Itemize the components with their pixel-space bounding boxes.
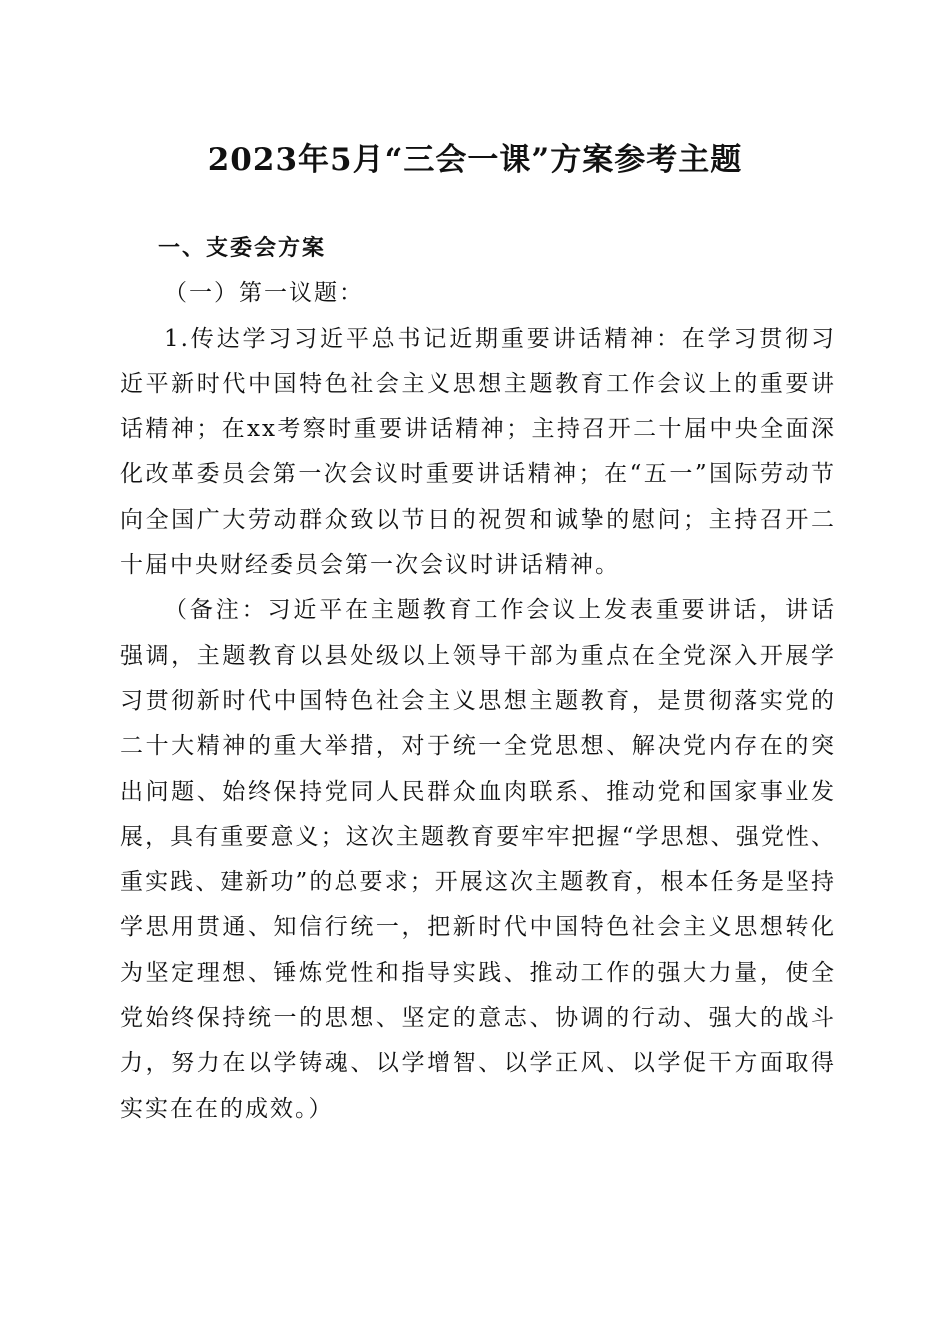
subsection-heading: （一）第一议题： [164, 280, 364, 307]
note-paragraph: （备注：习近平在主题教育工作会议上发表重要讲话，讲话强调，主题教育以县处级以上领导干部为重点在全党深入开展学习贯彻新时代中国特色社会主义思想主题教育，是贯彻落实党的二十大精神的重大举措，对于统一全党思想、解决党内存在的突出问题、始终保持党同人民群众血肉联系、推动党和国家事业发展，具有重要意义；这次主题教育要牢牢把握“学思想、强党性、重实践、建新功”的总要求；开展这次主题教育，根本任务是坚持学思用贯通、知信行统一，把新时代中国特色社会主义思想转化为坚定理想、锤炼党性和指导实践、推动工作的强大力量，使全党始终保持统一的思想、坚定的意志、协调的行动、强大的战斗力，努力在以学铸魂、以学增智、以学正风、以学促干方面取得实实在在的成效。） [120, 597, 836, 1122]
document-body [120, 226, 836, 1132]
section-heading: 一、支委会方案 [158, 236, 327, 261]
item-paragraph: 1.传达学习习近平总书记近期重要讲话精神：在学习贯彻习近平新时代中国特色社会主义思想主题教育工作会议上的重要讲话精神；在xx考察时重要讲话精神；主持召开二十届中央全面深化改革委员会第一次会议时重要讲话精神；在“五一”国际劳动节向全国广大劳动群众致以节日的祝贺和诚挚的慰问；主持召开二十届中央财经委员会第一次会议时讲话精神。 [120, 325, 836, 579]
document-title: 2023年5月“三会一课”方案参考主题 [207, 142, 743, 178]
